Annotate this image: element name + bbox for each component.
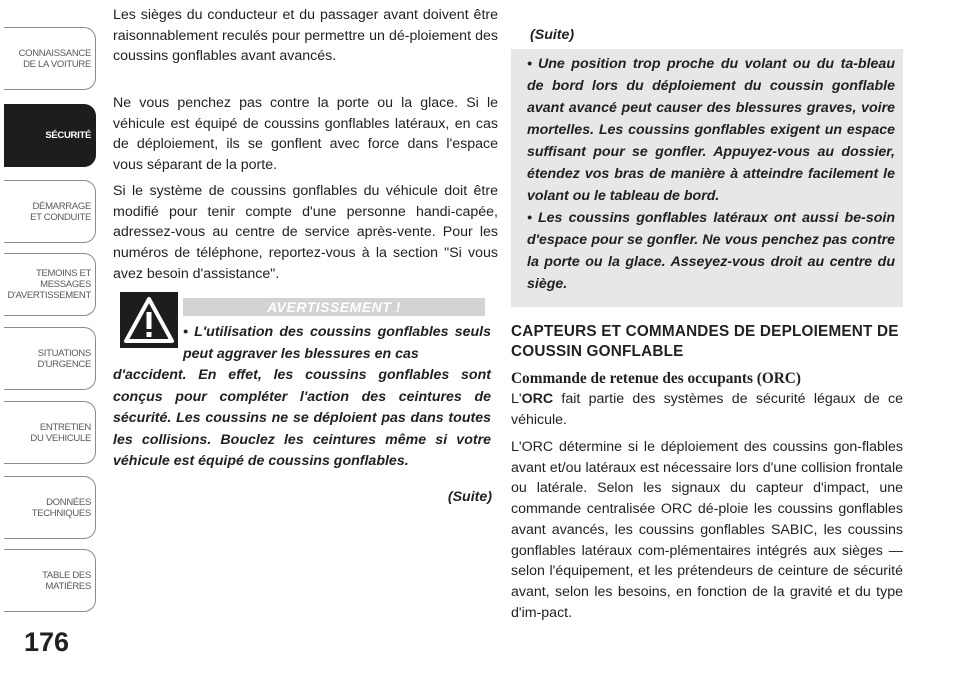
tab-table-des-matieres[interactable]: TABLE DES MATIÈRES — [4, 549, 96, 612]
tab-securite[interactable]: SÉCURITÉ — [4, 104, 96, 167]
tab-situations-d-urgence[interactable]: SITUATIONS D'URGENCE — [4, 327, 96, 390]
continued-label: (Suite) — [530, 27, 575, 43]
warning-box — [113, 284, 498, 517]
warning-text-first: • L'utilisation des coussins gonflables seuls peut aggraver les blessures en cas — [183, 324, 491, 362]
warning-heading: AVERTISSEMENT ! — [183, 298, 485, 316]
tab-temoins-et-messages[interactable]: TEMOINS ET MESSAGES D'AVERTISSEMENT — [4, 253, 96, 316]
warning-text-rest: d'accident. En effet, les coussins gonflables sont conçus pour compléter l'action des ceintures de sécurité. Les coussins ne se déploient pas dans toutes les collisions. Bouclez les ceintures même si votre véhicule est équipé de coussins gonflables. — [113, 367, 491, 469]
warning-text — [113, 322, 491, 473]
list-item: • Les coussins gonflables latéraux ont aussi be-soin d'espace pour se gonfler. Ne vous penchez pas contre la porte ou la glace. Asseyez-vous droit au centre du siège. — [527, 210, 895, 292]
paragraph-orc-details: L'ORC détermine si le déploiement des coussins gon-flables avant et/ou latéraux est nécessaire lors d'une collision frontale ou latérale. Selon les signaux du capteur d'impact, une commande centralisée ORC dé-ploie les coussins gonflables avant avancés, les coussins gonflables SABIC, les coussins gonflables latéraux com-plémentaires intégrés aux sièges — selon l'équipement, et les prétendeurs de ceinture de sécurité avant, selon les besoins, en fonction de la gravité et du type d'im-pact. — [511, 439, 903, 621]
tab-donnees-techniques[interactable]: DONNÉES TECHNIQUES — [4, 476, 96, 539]
paragraph-sieges: Les sièges du conducteur et du passager avant doivent être raisonnablement reculés pour permettre un dé-ploiement des coussins gonflables avant avancés. — [113, 7, 498, 65]
list-item: • Une position trop proche du volant ou du ta-bleau de bord lors du déploiement du coussin gonflable avant avancé peut causer des blessures graves, voire mortelles. Les coussins gonflables exigent un espace suffisant pour se gonfler. Appuyez-vous au dossier, étendez vos bras de manière à atteindre facilement le volant ou le tableau de bord. — [527, 56, 895, 204]
tab-demarrage-et-conduite[interactable]: DÉMARRAGE ET CONDUITE — [4, 180, 96, 243]
tab-entretien-du-vehicule[interactable]: ENTRETIEN DU VEHICULE — [4, 401, 96, 464]
tab-connaissance-de-la-voiture[interactable]: CONNAISSANCE DE LA VOITURE — [4, 27, 96, 90]
paragraph-modification: Si le système de coussins gonflables du véhicule doit être modifié pour tenir compte d'une personne handi-capée, adressez-vous au centre de service après-vente. Pour les numéros de téléphone, reportez-vous à la section "Si vous avez besoin d'assistance". — [113, 183, 498, 282]
subsection-heading: Commande de retenue des occupants (ORC) — [511, 370, 801, 387]
section-heading: CAPTEURS ET COMMANDES DE DEPLOIEMENT DE COUSSIN GONFLABLE — [511, 323, 899, 360]
warning-continuation-box — [511, 49, 903, 307]
bullet: • — [527, 56, 532, 72]
paragraph-orc-intro: L'ORC fait partie des systèmes de sécurité légaux de ce véhicule. — [511, 391, 903, 428]
warning-continued: (Suite) — [447, 489, 492, 505]
paragraph-porte: Ne vous penchez pas contre la porte ou la glace. Si le véhicule est équipé de coussins gonflables latéraux, en cas de déploiement, ils se gonflent avec force dans l'espace vous séparant de la porte. — [113, 95, 498, 174]
page-number: 176 — [24, 627, 70, 657]
bullet: • — [527, 210, 532, 226]
